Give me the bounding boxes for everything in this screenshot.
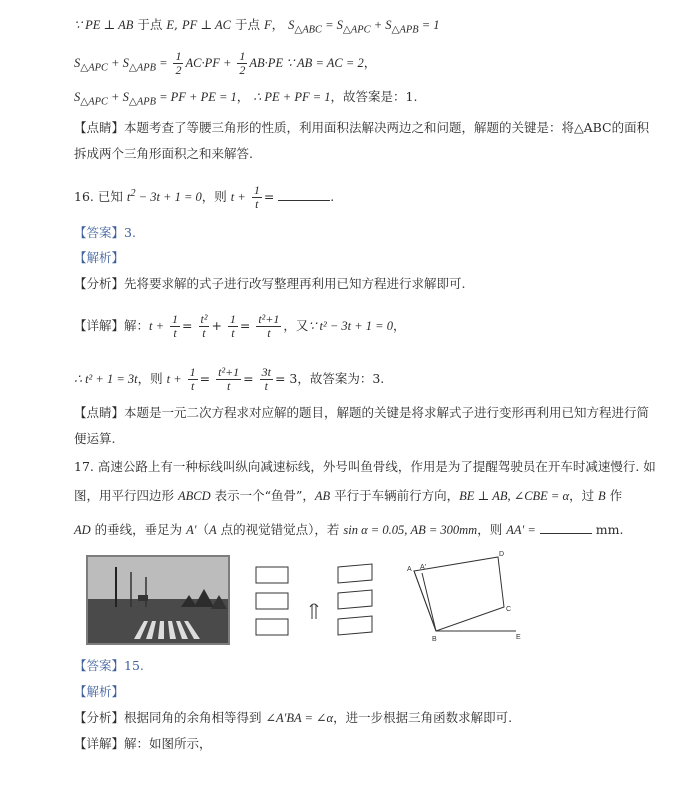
question-17b: 图，用平行四边形 ABCD 表示一个“鱼骨”，AB 平行于车辆前行方向，BE ⊥ AB, ∠CBE = α，过 B 作 [74,488,623,503]
stripe-marks [256,564,372,635]
answer-16: 【答案】3. [74,225,136,240]
comment-line-2: 拆成两个三角形面积之和来解答. [74,146,253,161]
question-17a: 17. 高速公路上有一种标线叫纵向减速标线，外号叫鱼骨线，作用是为了提醒驾驶员在开车时减速慢行. 如 [74,459,656,474]
comment-16a: 【点睛】本题是一元二次方程求对应解的题目，解题的关键是将求解式子进行变形再利用已知方程进行简 [74,405,650,420]
road-photo [86,555,230,645]
label-D: D [499,551,505,558]
question-16: 16. 已知 $t^2 - 3t + 1 = 0$，则 t + $\frac{1}{t}$ = . [74,183,335,211]
detail-16b: ∴ t² + 1 = 3t，则 t + $\frac{1}{t}$ = $\frac{\text{t²+1}}{t}$ = $\frac{3t}{t}$ = 3，故答案为：3. [74,365,385,393]
label-E: E [516,634,521,641]
solution-line-2: $S_{\triangle APC} + S_{\triangle APB}$ = $\frac{1}{2}$ AC·PF + $\frac{1}{2}$ AB·PE ∵ AB = AC = 2， [74,49,377,77]
question-17c: AD 的垂线，垂足为 A′（A 点的视觉错觉点），若 sin α = 0.05, AB = 300mm，则 AA′ = mm. [74,522,624,537]
analysis-16: 【解析】 [74,250,125,265]
label-B: B [432,636,437,643]
detail-16: 【详解】解：t + $\frac{1}{t}$ = $\frac{\text{t²}}{t}$ + $\frac{1}{t}$ = $\frac{\text{t²+1}}{t}$ ，又∵ t² − 3t + 1 = 0， [74,312,406,340]
solution-line-3: $S_{\triangle APC} + S_{\triangle APB}$ = PF + PE = 1， ∴ PE + PF = 1，故答案是：1. [74,89,418,108]
method-16: 【分析】先将要求解的式子进行改写整理再利用已知方程进行求解即可. [74,276,466,291]
comment-line-1: 【点睛】本题考查了等腰三角形的性质，利用面积法解决两边之和问题，解题的关键是：将△ABC的面积 [74,120,650,135]
figure-17 [86,547,528,647]
method-17: 【分析】根据同角的余角相等得到 ∠A′BA = ∠α，进一步根据三角函数求解即可. [74,710,513,725]
label-A-prime: A′ [420,564,426,571]
label-A: A [407,566,412,573]
detail-17: 【详解】解：如图所示， [74,736,212,751]
label-C: C [506,606,512,613]
answer-17: 【答案】15. [74,658,144,673]
analysis-17: 【解析】 [74,684,125,699]
comment-16b: 便运算. [74,431,116,446]
parallelogram-diagram [414,557,516,631]
solution-line-1: ∵ PE ⊥ AB 于点 E, PF ⊥ AC 于点 F， $S_{\triangle ABC} = S_{\triangle APC} + S_{\triangle APB} = 1$ [74,17,440,36]
